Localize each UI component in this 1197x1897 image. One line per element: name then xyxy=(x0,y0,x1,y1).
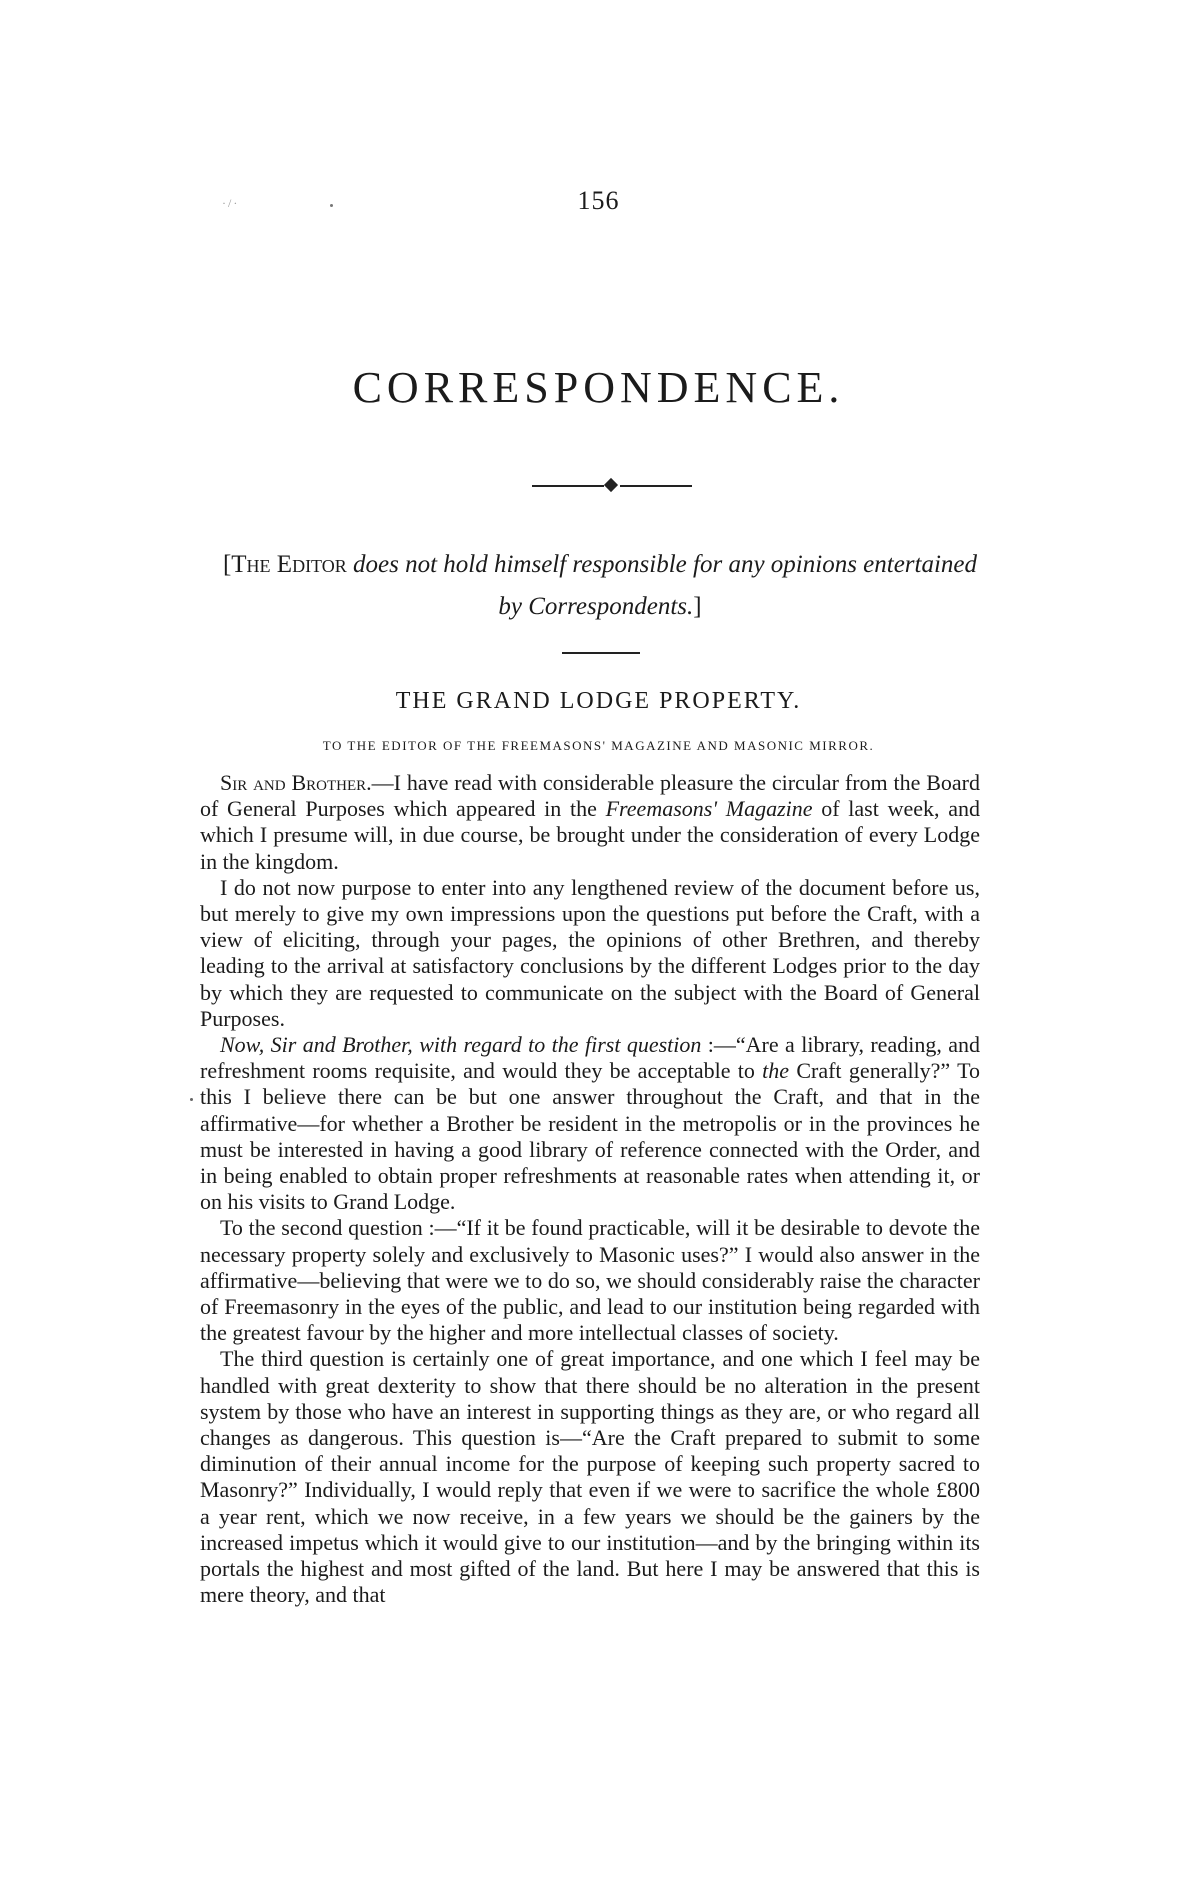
letter-address-line: TO THE EDITOR OF THE FREEMASONS' MAGAZINE AND MASONIC MIRROR. xyxy=(322,738,875,753)
stray-ink-marks: ·/· xyxy=(222,196,240,210)
editor-note-smallcaps: The Editor xyxy=(231,551,347,578)
paragraph-1 xyxy=(200,770,980,875)
paragraph-1-text-a: —I have read with considerable pleasure the circular from the Board of General Purposes which appeared in the xyxy=(200,770,980,822)
article-title: THE GRAND LODGE PROPERTY. xyxy=(395,688,802,714)
section-rule xyxy=(562,652,640,654)
page-number: 156 xyxy=(577,186,620,215)
paragraph-3 xyxy=(200,1032,980,1215)
paper-speck xyxy=(190,1098,193,1101)
paragraph-4: To the second question :—“If it be found practicable, will it be desirable to devote the necessary property solely and exclusively to Masonic uses?” I would also answer in the affirmative—believing that were we to do so, we should considerably raise the character of Freemasonry in the eyes of the public, and lead to our institution being regarded with the greatest favour by the higher and more intellectual classes of society. xyxy=(200,1215,980,1346)
paragraph-3-text-b: Craft generally?” To this I believe there can be but one answer throughout the Craft, and that in the affirmative—for whether a Brother be resident in the metropolis or in the provinces he must be interested in having a good library of reference connected with the Order, and in being enabled to obtain proper refreshments at reasonable rates when attending it, or on his visits to Grand Lodge. xyxy=(200,1058,980,1215)
ornament-line-left xyxy=(532,485,604,487)
ornamental-divider xyxy=(532,478,692,494)
editor-note-italic: does not hold himself responsible for any opinions entertained by Correspondents. xyxy=(346,551,978,620)
editor-disclaimer xyxy=(220,544,980,628)
section-title: CORRESPONDENCE. xyxy=(352,363,845,412)
paragraph-3-text-a: :—“Are a library, reading, and refreshment rooms requisite, and would they be acceptable to xyxy=(200,1032,980,1084)
ornament-line-right xyxy=(620,485,692,487)
paragraph-2: I do not now purpose to enter into any lengthened review of the document before us, but merely to give my own impressions upon the questions put before the Craft, with a view of eliciting, through your pages, the opinions of other Brethren, and thereby leading to the arrival at satisfactory conclusions by the different Lodges prior to the day by which they are requested to communicate on the subject with the Board of General Purposes. xyxy=(200,874,980,1031)
editor-note-close-bracket: ] xyxy=(693,593,702,620)
magazine-title: Freemasons' Magazine xyxy=(605,796,813,822)
salutation: Sir and Brother. xyxy=(220,770,372,795)
paragraph-1-text-b: of last week, and which I presume will, in due course, be brought under the consideration of every Lodge in the kingdom. xyxy=(200,796,980,874)
paragraph-3-italic-b: the xyxy=(762,1058,790,1084)
article-body xyxy=(200,770,980,1609)
paragraph-3-italic-a: Now, Sir and Brother, with regard to the first question xyxy=(220,1032,702,1058)
ornament-diamond xyxy=(604,478,618,492)
editor-note-open-bracket: [ xyxy=(222,551,232,578)
paragraph-5: The third question is certainly one of great importance, and one which I feel may be handled with great dexterity to show that there should be no alteration in the present system by those who have an interest in supporting things as they are, or who regard all changes as dangerous. This question is—“Are the Craft prepared to submit to some diminution of their annual income for the purpose of keeping such property sacred to Masonry?” Individually, I would reply that even if we were to sacrifice the whole £800 a year rent, which we now receive, in a few years we should be the gainers by the increased impetus which it would give to our institution—and by the bringing within its portals the highest and most gifted of the land. But here I may be answered that this is mere theory, and that xyxy=(200,1346,980,1608)
